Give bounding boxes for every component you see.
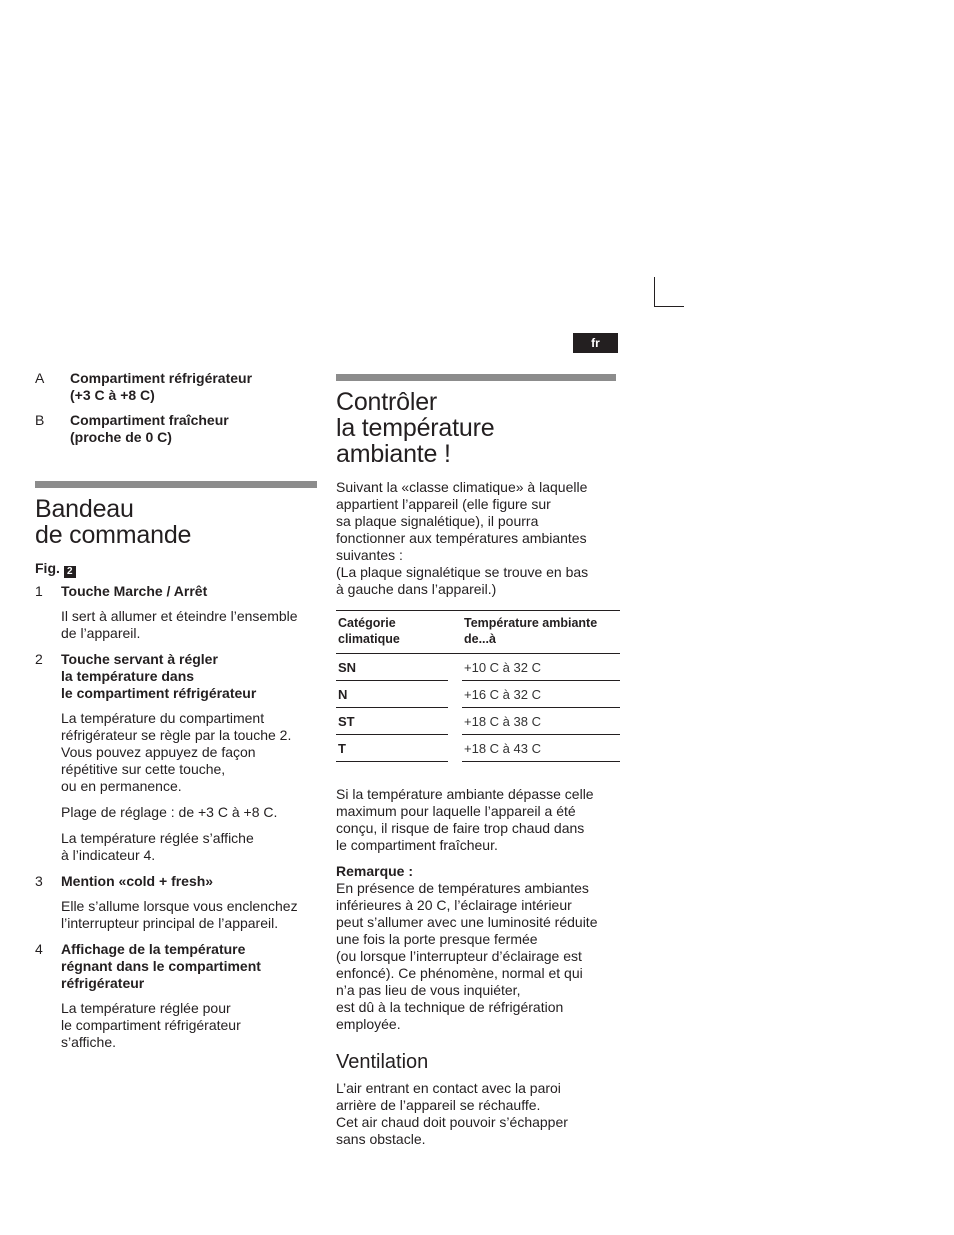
item-text: La température du compartiment réfrigérateur se règle par la touche 2. Vous pouvez appuyez de façon répétitive sur cette touche, ou en permanence. (61, 710, 292, 794)
item-text: Il sert à allumer et éteindre l’ensemble de l’appareil. (61, 608, 298, 641)
ambient-intro: Suivant la «classe climatique» à laquelle appartient l’appareil (elle figure sur sa plaque signalétique), il pourra fonctionner aux températures ambiantes suivantes : (La plaque signalétique se trouve en bas à gauche dans l’appareil.) (336, 479, 589, 597)
control-panel-title: Bandeau de commande (35, 495, 192, 549)
legend-text: Compartiment réfrigérateur (+3 C à +8 C) (70, 370, 253, 403)
figure-reference (35, 560, 317, 578)
table-row (336, 681, 620, 708)
legend-item-b (35, 412, 317, 446)
remark-label: Remarque : (336, 863, 414, 879)
control-item-2 (35, 651, 317, 864)
item-title: Affichage de la température régnant dans le compartiment réfrigérateur (61, 941, 261, 991)
remark-text: En présence de températures ambiantes inférieures à 20 C, l’éclairage intérieur peut s’allumer avec une luminosité réduite une fois la porte presque fermée (ou lorsque l’interrupteur d’éclairage est enfoncé). Ce phénomène, normal et qui n’a pas lieu de vous inquiéter, est dû à la technique de réfrigération employée. (336, 880, 598, 1032)
item-text: Plage de réglage : de +3 C à +8 C. (61, 804, 278, 820)
item-number: 1 (35, 583, 43, 599)
table-row (336, 735, 620, 762)
legend-item-a (35, 370, 317, 404)
table-row (336, 654, 620, 681)
climate-class: N (336, 681, 448, 708)
item-number: 2 (35, 651, 43, 667)
figure-number: 2 (64, 566, 76, 578)
ventilation-text: L’air entrant en contact avec la paroi arrière de l’appareil se réchauffe. Cet air chaud doit pouvoir s’échapper sans obstacle. (336, 1080, 568, 1147)
ambient-title: Contrôler la température ambiante ! (336, 388, 495, 468)
left-column (35, 370, 317, 1060)
item-text: Elle s’allume lorsque vous enclenchez l’interrupteur principal de l’appareil. (61, 898, 298, 931)
crop-mark-horizontal (654, 306, 684, 307)
legend-text: Compartiment fraîcheur (proche de 0 C) (70, 412, 229, 445)
section-rule (336, 374, 616, 381)
temperature-range: +16 C à 32 C (462, 681, 620, 708)
control-item-4 (35, 941, 317, 1051)
control-item-1 (35, 583, 317, 642)
control-item-3 (35, 873, 317, 932)
overheat-note: Si la température ambiante dépasse celle maximum pour laquelle l’appareil a été conçu, il risque de faire trop chaud dans le compartiment fraîcheur. (336, 786, 594, 853)
item-text: La température réglée s’affiche à l’indicateur 4. (61, 830, 254, 863)
crop-mark-vertical (654, 277, 655, 307)
figure-label: Fig. (35, 560, 60, 576)
item-number: 4 (35, 941, 43, 957)
item-title: Touche servant à régler la température dans le compartiment réfrigérateur (61, 651, 257, 701)
temperature-range: +18 C à 43 C (462, 735, 620, 762)
climate-class-table (336, 610, 620, 762)
table-row (336, 708, 620, 735)
item-number: 3 (35, 873, 43, 889)
right-column (336, 374, 620, 1157)
legend-key: A (35, 370, 45, 386)
table-header-gap (448, 611, 462, 654)
item-text: La température réglée pour le compartiment réfrigérateur s’affiche. (61, 1000, 241, 1050)
item-title: Mention «cold + fresh» (61, 873, 214, 889)
temperature-range: +18 C à 38 C (462, 708, 620, 735)
language-badge: fr (573, 333, 618, 353)
table-header-range: Température ambiante de...à (462, 611, 620, 654)
legend-key: B (35, 412, 45, 428)
temperature-range: +10 C à 32 C (462, 654, 620, 681)
section-rule (35, 481, 317, 488)
item-title: Touche Marche / Arrêt (61, 583, 208, 599)
climate-class: T (336, 735, 448, 762)
climate-class: ST (336, 708, 448, 735)
climate-class: SN (336, 654, 448, 681)
table-header-category: Catégorie climatique (336, 611, 448, 654)
ventilation-title: Ventilation (336, 1051, 429, 1073)
